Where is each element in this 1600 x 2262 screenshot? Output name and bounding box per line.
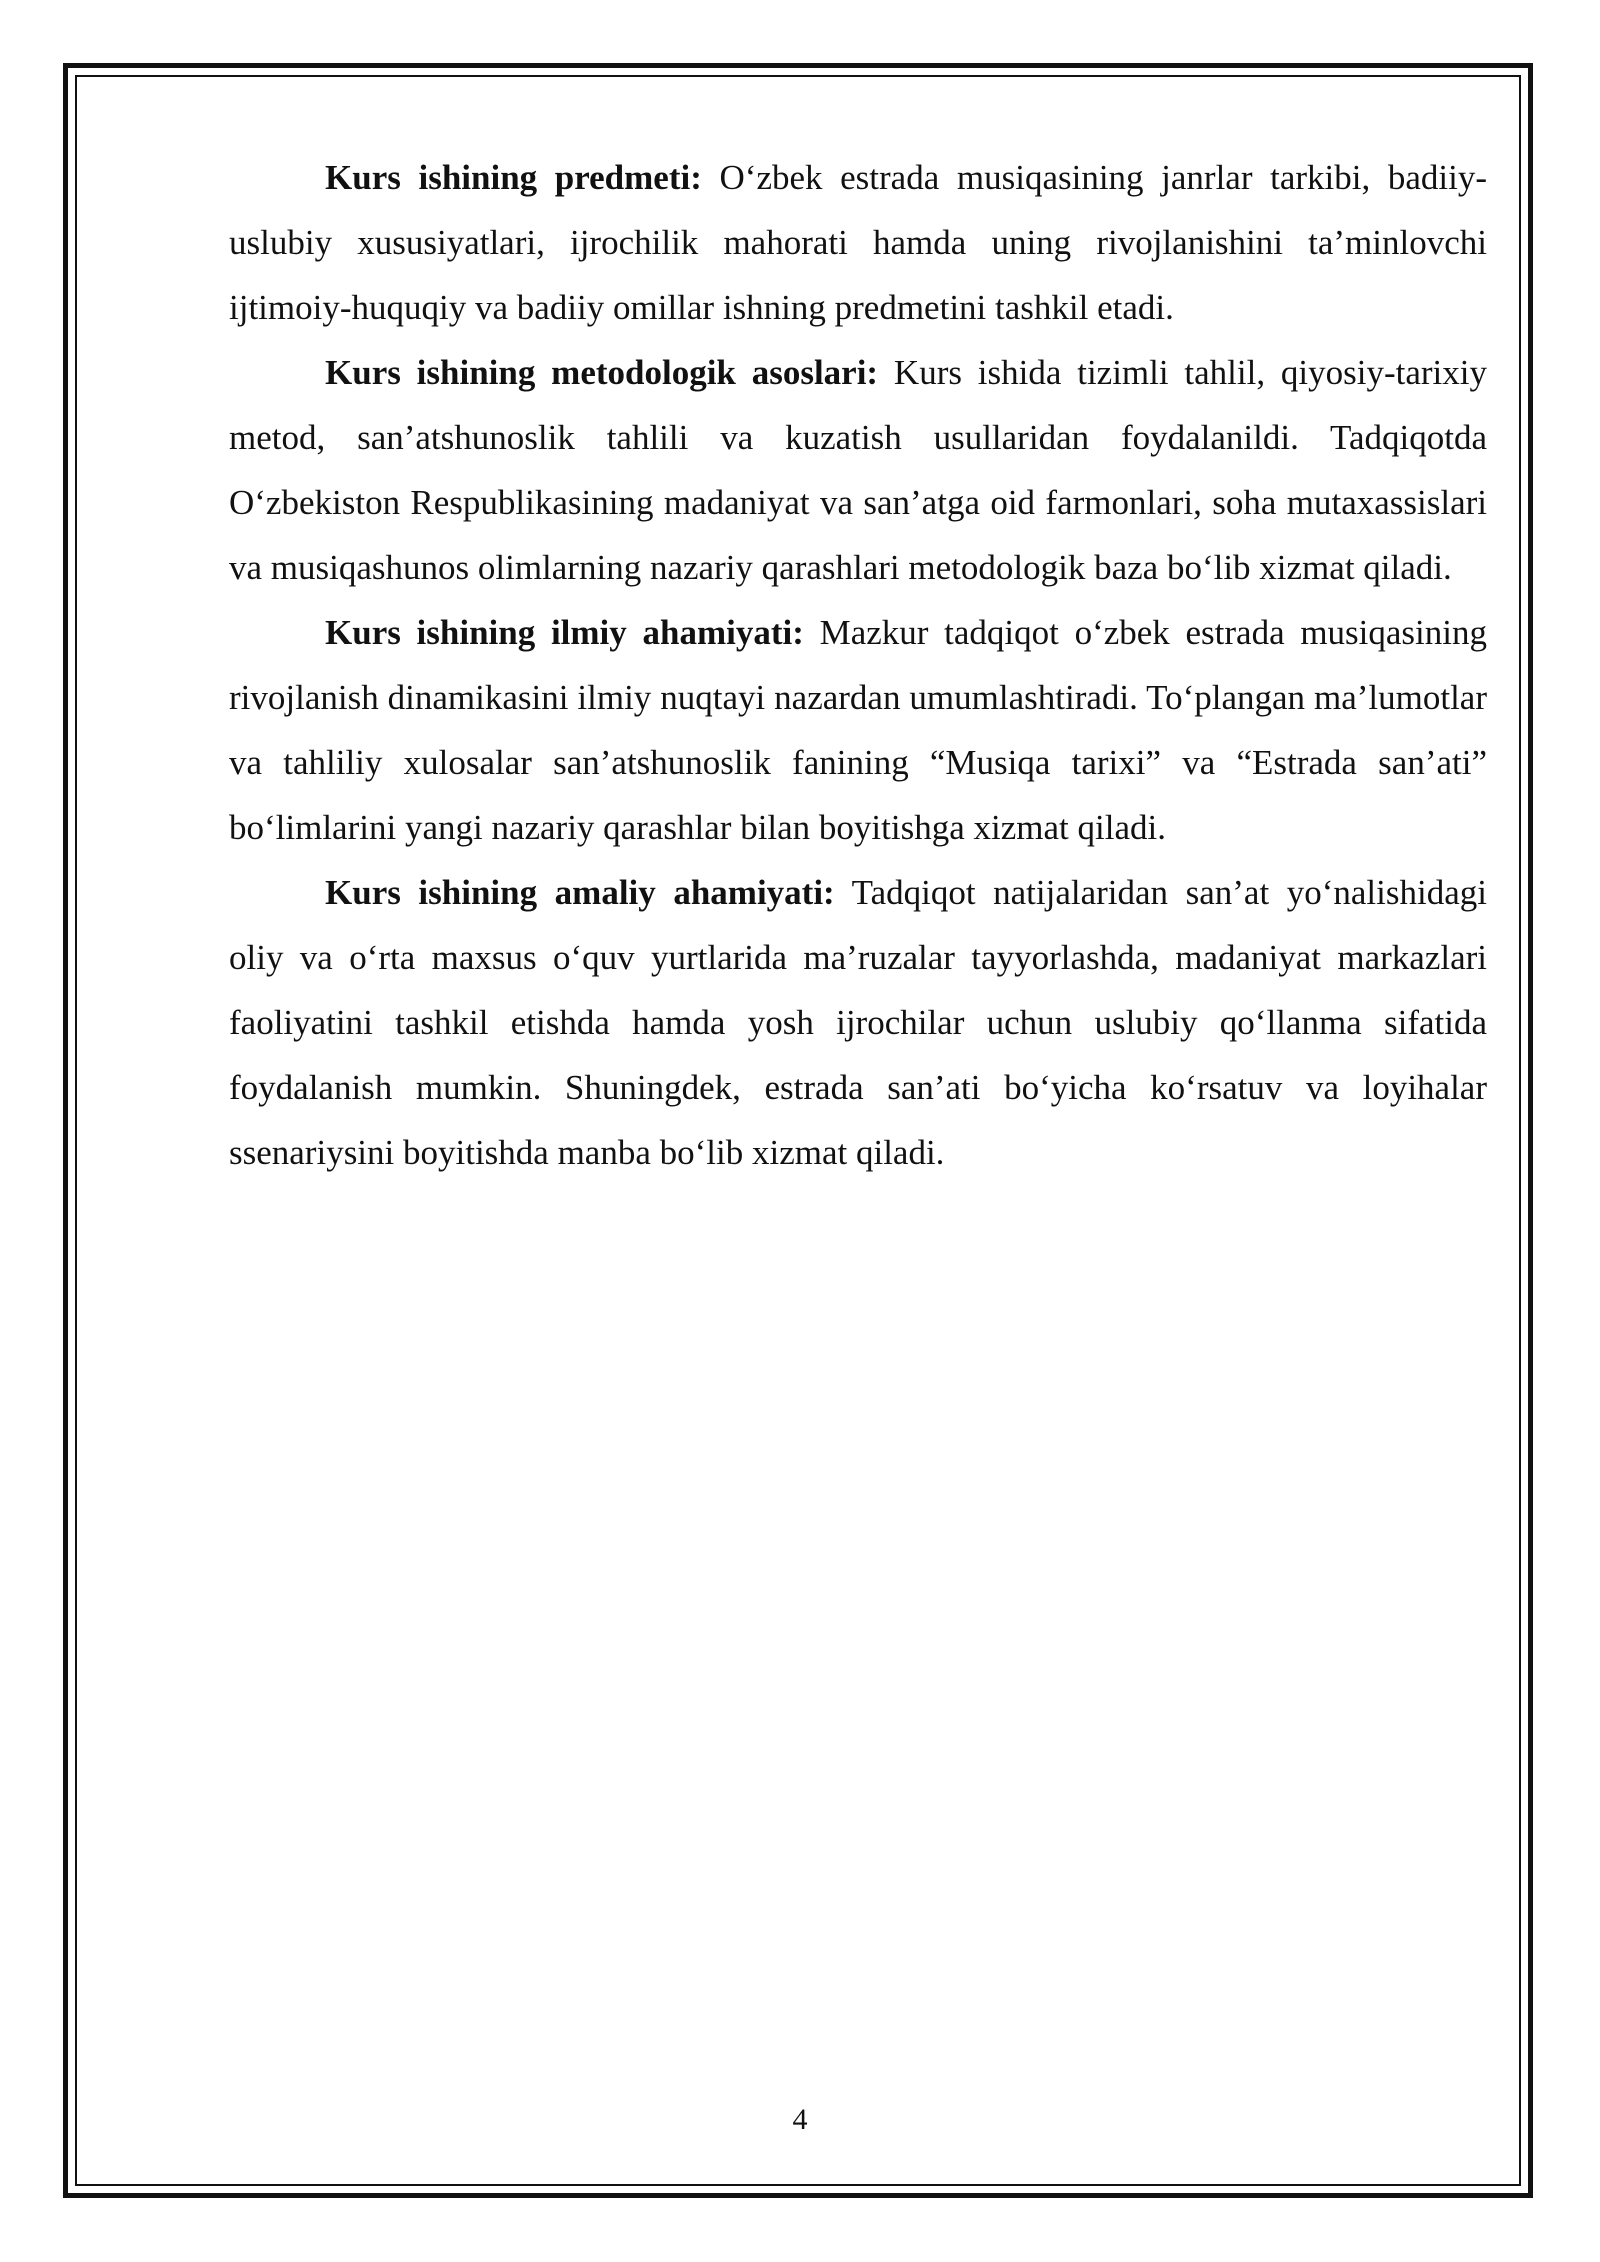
paragraph-predmeti: [229, 145, 1487, 340]
paragraph-heading: Kurs ishining predmeti:: [325, 158, 702, 197]
page-number: 4: [792, 2103, 808, 2136]
paragraph-heading: Kurs ishining amaliy ahamiyati:: [325, 873, 835, 912]
paragraph-metodologik-asoslari: [229, 340, 1487, 600]
paragraph-text: Kurs ishida tizimli tahlil, qiyosiy-tarixiy metod, san’atshunoslik tahlili va kuzatish usullaridan foydalanildi. Tadqiqotda O‘zbekiston Respublikasining madaniyat va san’atga oid farmonlari, soha mutaxassislari va musiqashunos olimlarning nazariy qarashlari metodologik baza bo‘lib xizmat qiladi.: [229, 353, 1487, 587]
document-body: [229, 145, 1487, 1185]
paragraph-text: Mazkur tadqiqot o‘zbek estrada musiqasining rivojlanish dinamikasini ilmiy nuqtayi nazardan umumlashtiradi. To‘plangan ma’lumotlar va tahliliy xulosalar san’atshunoslik fanining “Musiqa tarixi” va “Estrada san’ati” bo‘limlarini yangi nazariy qarashlar bilan boyitishga xizmat qiladi.: [229, 613, 1487, 847]
paragraph-text: O‘zbek estrada musiqasining janrlar tarkibi, badiiy-uslubiy xususiyatlari, ijrochilik mahorati hamda uning rivojlanishini ta’minlovchi ijtimoiy-huquqiy va badiiy omillar ishning predmetini tashkil etadi.: [229, 158, 1487, 327]
paragraph-ilmiy-ahamiyati: [229, 600, 1487, 860]
paragraph-amaliy-ahamiyati: [229, 860, 1487, 1185]
paragraph-heading: Kurs ishining metodologik asoslari:: [325, 353, 879, 392]
paragraph-text: Tadqiqot natijalaridan san’at yo‘nalishidagi oliy va o‘rta maxsus o‘quv yurtlarida ma’ruzalar tayyorlashda, madaniyat markazlari faoliyatini tashkil etishda hamda yosh ijrochilar uchun uslubiy qo‘llanma sifatida foydalanish mumkin. Shuningdek, estrada san’ati bo‘yicha ko‘rsatuv va loyihalar ssenariysini boyitishda manba bo‘lib xizmat qiladi.: [229, 873, 1487, 1172]
paragraph-heading: Kurs ishining ilmiy ahamiyati:: [325, 613, 804, 652]
